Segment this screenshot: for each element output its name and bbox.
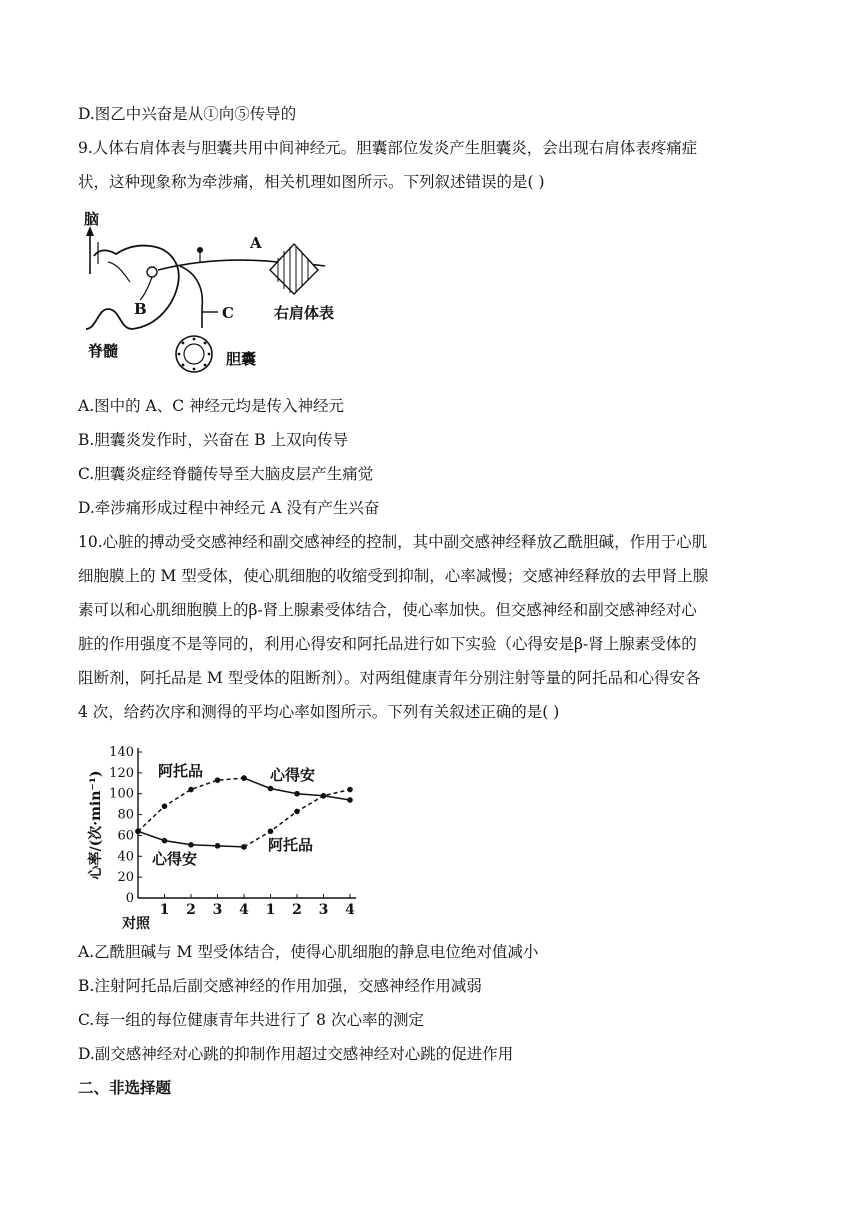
data-point — [294, 791, 300, 797]
label-shoulder: 右肩体表 — [274, 304, 335, 322]
data-point — [162, 838, 168, 844]
data-point — [215, 777, 221, 783]
y-tick-label: 80 — [117, 807, 134, 823]
x-tick-label: 3 — [318, 902, 329, 918]
series-line-1 — [138, 778, 244, 831]
q10-stem-line-1: 10.心脏的搏动受交感神经和副交感神经的控制，其中副交感神经释放乙酰胆碱，作用于心肌 — [78, 533, 708, 551]
q10-option-b: B.注射阿托品后副交感神经的作用加强，交感神经作用减弱 — [78, 977, 482, 995]
gallbladder-inner — [184, 344, 204, 364]
series-annotation: 心得安 — [152, 850, 198, 868]
series-annotation: 阿托品 — [268, 836, 314, 854]
q10-option-a: A.乙酰胆碱与 M 型受体结合，使得心肌细胞的静息电位绝对值减小 — [78, 943, 539, 961]
x-tick-label: 2 — [186, 902, 196, 918]
y-tick-label: 100 — [109, 786, 134, 802]
q9-option-a: A.图中的 A、C 神经元均是传入神经元 — [78, 397, 345, 415]
interneuron-fiber — [108, 262, 130, 282]
q10-stem-line-5: 阻断剂，阿托品是 M 型受体的阻断剂）。对两组健康青年分别注射等量的阿托品和心得安各 — [78, 669, 701, 687]
y-tick-label: 20 — [117, 870, 134, 886]
x-tick-label: 3 — [212, 902, 223, 918]
q10-stem-line-4: 脏的作用强度不是等同的，利用心得安和阿托品进行如下实验（心得安是β-肾上腺素受体的 — [78, 635, 697, 653]
label-brain: 脑 — [84, 210, 100, 228]
spinal-cord-outline — [86, 246, 179, 329]
q8-option-d: D.图乙中兴奋是从①向⑤传导的 — [78, 105, 297, 123]
q9-option-c: C.胆囊炎症经脊髓传导至大脑皮层产生痛觉 — [78, 465, 374, 483]
synapse-node — [147, 267, 157, 277]
data-point — [321, 793, 327, 799]
data-point — [268, 828, 274, 834]
heart-rate-chart — [78, 740, 378, 930]
chart-annotations — [152, 762, 315, 868]
section-heading: 二、非选择题 — [78, 1078, 172, 1097]
chart-series — [135, 775, 353, 849]
label-a: A — [250, 234, 262, 252]
x-tick-label: 1 — [265, 902, 276, 918]
series-annotation: 阿托品 — [158, 762, 204, 780]
x-tick-label: 对照 — [122, 916, 150, 930]
data-point — [241, 844, 247, 850]
label-spinal-cord: 脊髓 — [88, 342, 119, 360]
q10-stem-line-3: 素可以和心肌细胞膜上的β-肾上腺素受体结合，使心率加快。但交感神经和副交感神经对心 — [78, 601, 697, 619]
data-point — [347, 787, 353, 793]
label-c: C — [222, 304, 234, 322]
q9-stem-line-2: 状，这种现象称为牵涉痛，相关机理如图所示。下列叙述错误的是( ) — [78, 173, 545, 191]
y-axis-label: 心率/(次·min⁻¹) — [88, 770, 104, 880]
neuron-a-cell-body — [197, 247, 203, 253]
q10-option-d: D.副交感神经对心跳的抑制作用超过交感神经对心跳的促进作用 — [78, 1045, 514, 1063]
y-tick-label: 140 — [109, 745, 134, 760]
q9-stem-line-1: 9.人体右肩体表与胆囊共用中间神经元。胆囊部位发炎产生胆囊炎，会出现右肩体表疼痛症 — [78, 139, 698, 157]
neuron-c-fiber — [180, 266, 202, 328]
data-point — [188, 787, 194, 793]
data-point — [188, 842, 194, 848]
data-point — [241, 775, 247, 781]
y-tick-label: 60 — [117, 828, 134, 844]
series-annotation: 心得安 — [270, 766, 316, 784]
q10-stem-line-6: 4 次，给药次序和测得的平均心率如图所示。下列有关叙述正确的是( ) — [78, 703, 560, 721]
x-tick-label: 1 — [159, 902, 170, 918]
x-tick-label: 4 — [345, 902, 355, 918]
data-point — [294, 809, 300, 815]
q10-stem-line-2: 细胞膜上的 M 型受体，使心肌细胞的收缩受到抑制，心率减慢；交感神经释放的去甲肾上腺 — [78, 567, 709, 585]
y-tick-label: 120 — [109, 765, 134, 781]
data-point — [162, 803, 168, 809]
data-point — [268, 786, 274, 792]
q9-option-d: D.牵涉痛形成过程中神经元 A 没有产生兴奋 — [78, 499, 380, 517]
y-tick-label: 0 — [125, 891, 134, 906]
referred-pain-diagram — [78, 204, 378, 380]
data-point — [135, 828, 141, 834]
x-tick-label: 4 — [239, 902, 249, 918]
label-b: B — [134, 300, 147, 318]
neuron-b-fiber — [140, 277, 152, 300]
label-gallbladder: 胆囊 — [226, 350, 257, 368]
shoulder-skin-patch — [270, 244, 318, 294]
q10-option-c: C.每一组的每位健康青年共进行了 8 次心率的测定 — [78, 1011, 424, 1029]
x-tick-label: 2 — [292, 902, 302, 918]
data-point — [215, 843, 221, 849]
data-point — [347, 797, 353, 803]
y-tick-label: 40 — [117, 849, 134, 865]
q9-option-b: B.胆囊炎发作时，兴奋在 B 上双向传导 — [78, 431, 349, 449]
